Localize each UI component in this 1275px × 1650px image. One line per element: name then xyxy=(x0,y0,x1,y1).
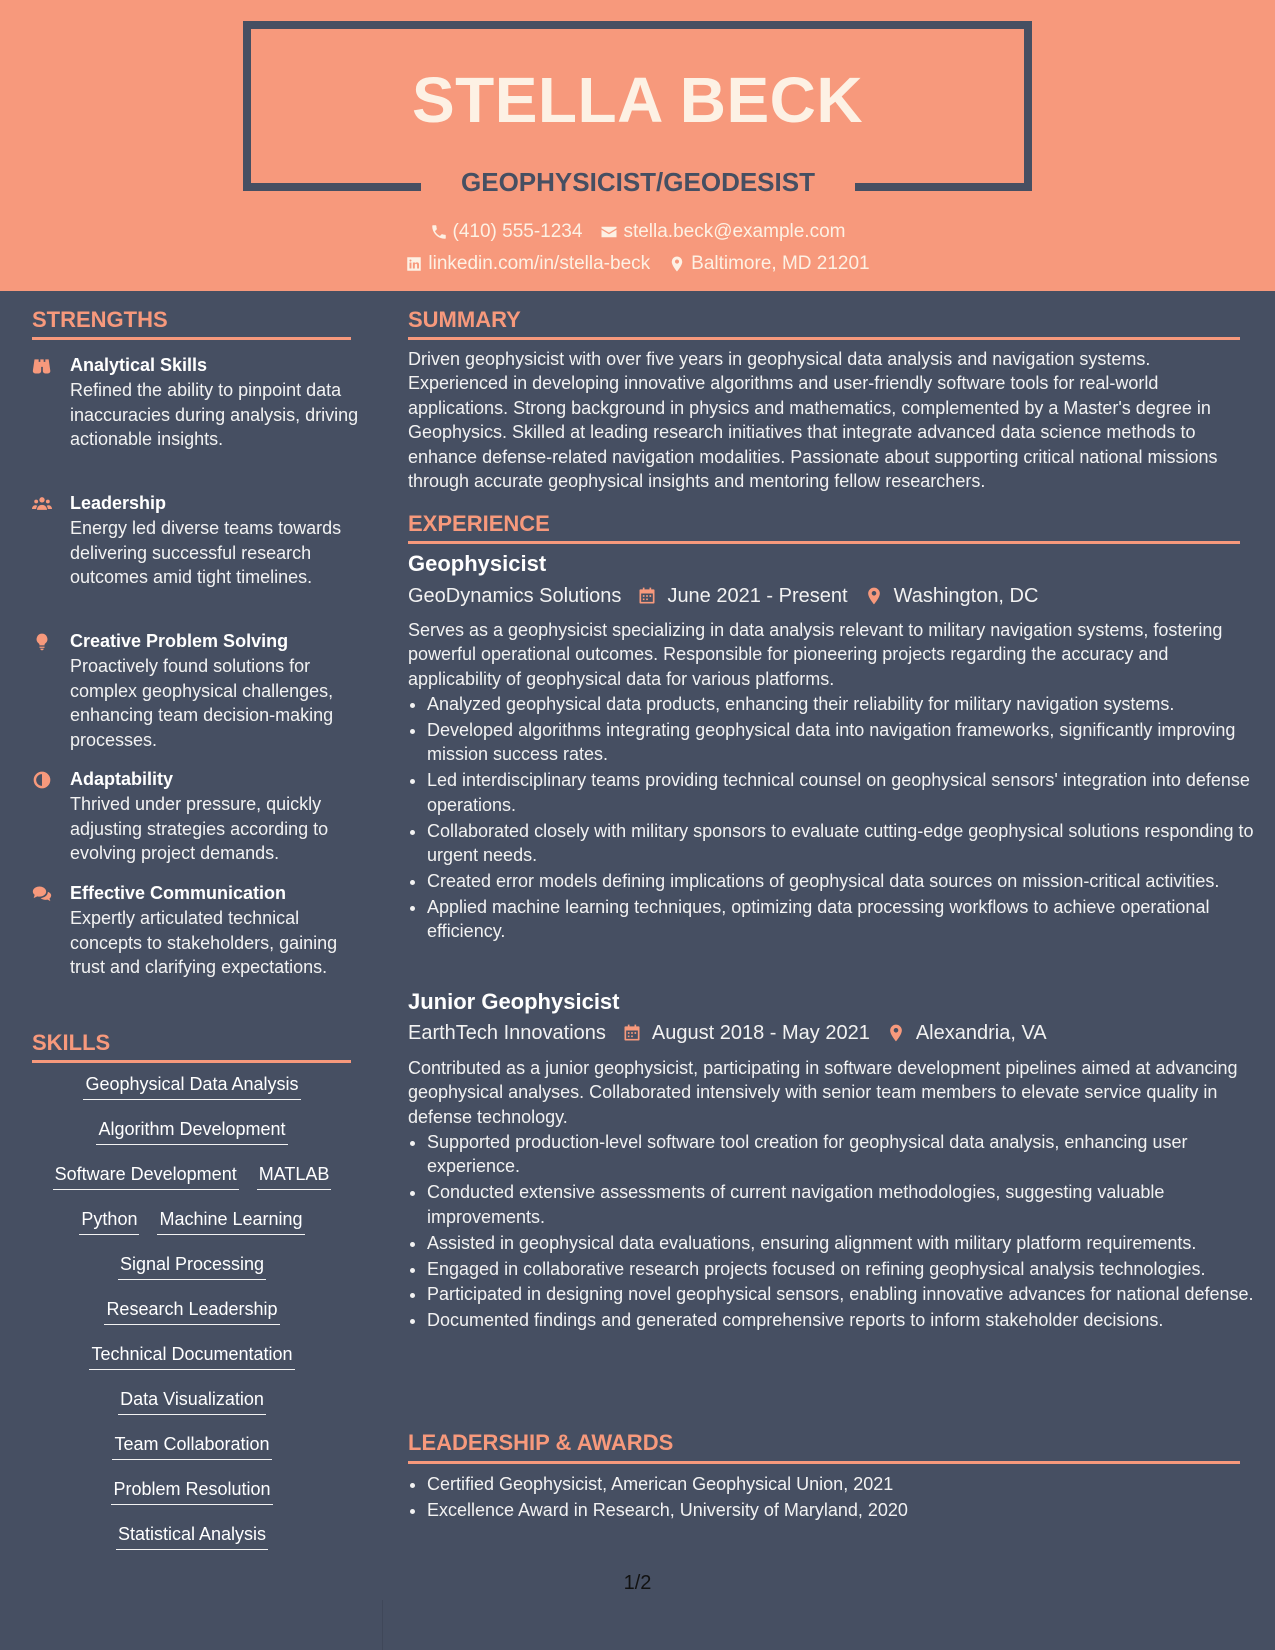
phone-contact xyxy=(430,219,583,245)
job-bullets xyxy=(408,1130,1267,1334)
email-contact[interactable] xyxy=(600,219,845,245)
job-location: Alexandria, VA xyxy=(915,1022,1047,1044)
binoculars-icon xyxy=(32,356,52,376)
skill-row xyxy=(32,1297,352,1342)
job-bullets xyxy=(408,692,1267,945)
skill-tag: Software Development xyxy=(53,1162,239,1190)
candidate-name: STELLA BECK xyxy=(411,64,864,136)
job-bullet: • Engaged in collaborative research projects focused on refining geophysical analysis technologies. xyxy=(427,1257,1267,1281)
skill-row xyxy=(32,1072,352,1117)
skill-row xyxy=(32,1117,352,1162)
strength-title: Leadership xyxy=(70,493,167,513)
phone-icon xyxy=(430,223,448,241)
summary-text: Driven geophysicist with over five years in geophysical data analysis and navigation systems. Experienced in developing innovative algorithms and user-friendly software tools for real-world applications. Strong background in physics and mathematics, complemented by a Master's degree in Geophysics. Skilled at leading research initiatives that integrate advanced data science methods to enhance defense-related navigation modalities. Passionate about supporting critical national missions through accurate geophysical insights and mentoring fellow researchers. xyxy=(408,349,1218,492)
skill-tag: Geophysical Data Analysis xyxy=(83,1072,300,1100)
summary-heading: SUMMARY xyxy=(408,307,521,332)
strength-desc: Proactively found solutions for complex geophysical challenges, enhancing team decision-making processes. xyxy=(70,656,334,750)
half-circle-icon xyxy=(32,770,52,790)
job-bullet: • Conducted extensive assessments of current navigation methodologies, suggesting valuable improvements. xyxy=(427,1180,1267,1229)
awards-rule xyxy=(408,1461,1240,1464)
job-title-header: GEOPHYSICIST/GEODESIST xyxy=(461,167,815,197)
calendar-icon xyxy=(622,1023,642,1043)
job-bullet: • Developed algorithms integrating geophysical data into navigation frameworks, significantly improving mission success rates. xyxy=(427,718,1267,767)
page-number: 1/2 xyxy=(623,1572,652,1594)
map-marker-icon xyxy=(886,1023,906,1043)
map-marker-icon xyxy=(864,586,884,606)
job-bullet: • Assisted in geophysical data evaluations, ensuring alignment with military platform requirements. xyxy=(427,1231,1267,1255)
skill-tag: Research Leadership xyxy=(104,1297,279,1325)
strengths-heading: STRENGTHS xyxy=(32,307,168,332)
skill-row xyxy=(32,1207,352,1252)
experience-rule xyxy=(408,541,1240,544)
job-bullet: • Documented findings and generated comprehensive reports to inform stakeholder decisions. xyxy=(427,1308,1267,1332)
lightbulb-icon xyxy=(32,632,52,652)
phone-text: (410) 555-1234 xyxy=(452,221,583,242)
location-contact xyxy=(668,251,869,277)
job-description: Contributed as a junior geophysicist, participating in software development pipelines aimed at advancing geophysical analyses. Collaborated intensively with senior team members to elevate service quality in defense technology. xyxy=(408,1058,1238,1127)
strength-desc: Energy led diverse teams towards delivering successful research outcomes amid tight timelines. xyxy=(70,518,342,587)
job-meta xyxy=(408,1020,1047,1046)
frame-bottom-left xyxy=(243,183,421,191)
skills-heading: SKILLS xyxy=(32,1030,111,1055)
skills-list xyxy=(32,1072,352,1567)
email-link[interactable]: stella.beck@example.com xyxy=(623,221,846,242)
strength-title: Creative Problem Solving xyxy=(70,631,289,651)
company-name: EarthTech Innovations xyxy=(408,1022,606,1044)
awards-heading: LEADERSHIP & AWARDS xyxy=(408,1430,674,1455)
calendar-icon xyxy=(637,586,657,606)
experience-heading: EXPERIENCE xyxy=(408,511,550,536)
skill-row xyxy=(32,1432,352,1477)
column-divider xyxy=(382,1600,383,1650)
skill-row xyxy=(32,1252,352,1297)
award-item: • Certified Geophysicist, American Geophysical Union, 2021 xyxy=(427,1472,1267,1496)
location-text: Baltimore, MD 21201 xyxy=(691,253,870,274)
job-description: Serves as a geophysicist specializing in data analysis relevant to military navigation systems, fostering powerful operational outcomes. Responsible for pioneering projects regarding the accuracy and applicability of geophysical data for various platforms. xyxy=(408,620,1223,689)
strength-desc: Expertly articulated technical concepts to stakeholders, gaining trust and clarifying expectations. xyxy=(70,908,338,977)
job-dates: June 2021 - Present xyxy=(667,585,848,607)
skill-tag: MATLAB xyxy=(257,1162,332,1190)
contact-row-1 xyxy=(0,219,1275,245)
job-bullet: • Supported production-level software tool creation for geophysical data analysis, enhancing user experience. xyxy=(427,1130,1267,1179)
strength-title: Effective Communication xyxy=(70,883,287,903)
skill-tag: Problem Resolution xyxy=(111,1477,272,1505)
job-location: Washington, DC xyxy=(893,585,1039,607)
awards-list xyxy=(408,1472,1267,1524)
comments-icon xyxy=(32,884,52,904)
skill-row xyxy=(32,1162,352,1207)
company-name: GeoDynamics Solutions xyxy=(408,585,622,607)
strength-desc: Refined the ability to pinpoint data inaccuracies during analysis, driving actionable insights. xyxy=(70,380,359,449)
job-bullet: • Analyzed geophysical data products, enhancing their reliability for military navigation systems. xyxy=(427,692,1267,716)
job-bullet: • Collaborated closely with military sponsors to evaluate cutting-edge geophysical solutions responding to urgent needs. xyxy=(427,819,1267,868)
frame-bottom-right xyxy=(855,183,1032,191)
skill-row xyxy=(32,1342,352,1387)
job-title: Junior Geophysicist xyxy=(408,989,620,1014)
strength-title: Analytical Skills xyxy=(70,355,208,375)
summary-rule xyxy=(408,337,1240,340)
users-icon xyxy=(32,494,52,514)
linkedin-icon xyxy=(405,255,423,273)
skill-tag: Machine Learning xyxy=(157,1207,304,1235)
job-bullet: • Applied machine learning techniques, optimizing data processing workflows to achieve operational efficiency. xyxy=(427,895,1267,944)
strengths-rule xyxy=(32,337,351,340)
job-title: Geophysicist xyxy=(408,551,547,576)
skill-tag: Statistical Analysis xyxy=(116,1522,268,1550)
award-item: • Excellence Award in Research, University of Maryland, 2020 xyxy=(427,1498,1267,1522)
skill-row xyxy=(32,1477,352,1522)
linkedin-link[interactable]: linkedin.com/in/stella-beck xyxy=(428,253,651,274)
skill-tag: Python xyxy=(79,1207,139,1235)
skill-tag: Technical Documentation xyxy=(89,1342,294,1370)
envelope-icon xyxy=(600,223,618,241)
job-meta xyxy=(408,583,1038,609)
map-marker-icon xyxy=(668,255,686,273)
strength-desc: Thrived under pressure, quickly adjusting strategies according to evolving project demands. xyxy=(70,794,329,863)
skill-tag: Team Collaboration xyxy=(112,1432,271,1460)
job-bullet: • Participated in designing novel geophysical sensors, enabling innovative advances for national defense. xyxy=(427,1282,1267,1306)
skill-tag: Data Visualization xyxy=(118,1387,266,1415)
contact-row-2 xyxy=(0,251,1275,277)
job-bullet: • Created error models defining implications of geophysical data sources on mission-critical activities. xyxy=(427,869,1267,893)
skills-rule xyxy=(32,1060,351,1063)
linkedin-contact[interactable] xyxy=(405,251,650,277)
strength-title: Adaptability xyxy=(70,769,174,789)
job-bullet: • Led interdisciplinary teams providing technical counsel on geophysical sensors' integration into defense operations. xyxy=(427,768,1267,817)
job-dates: August 2018 - May 2021 xyxy=(651,1022,870,1044)
skill-tag: Algorithm Development xyxy=(96,1117,287,1145)
skill-row xyxy=(32,1387,352,1432)
skill-tag: Signal Processing xyxy=(118,1252,266,1280)
skill-row xyxy=(32,1522,352,1567)
